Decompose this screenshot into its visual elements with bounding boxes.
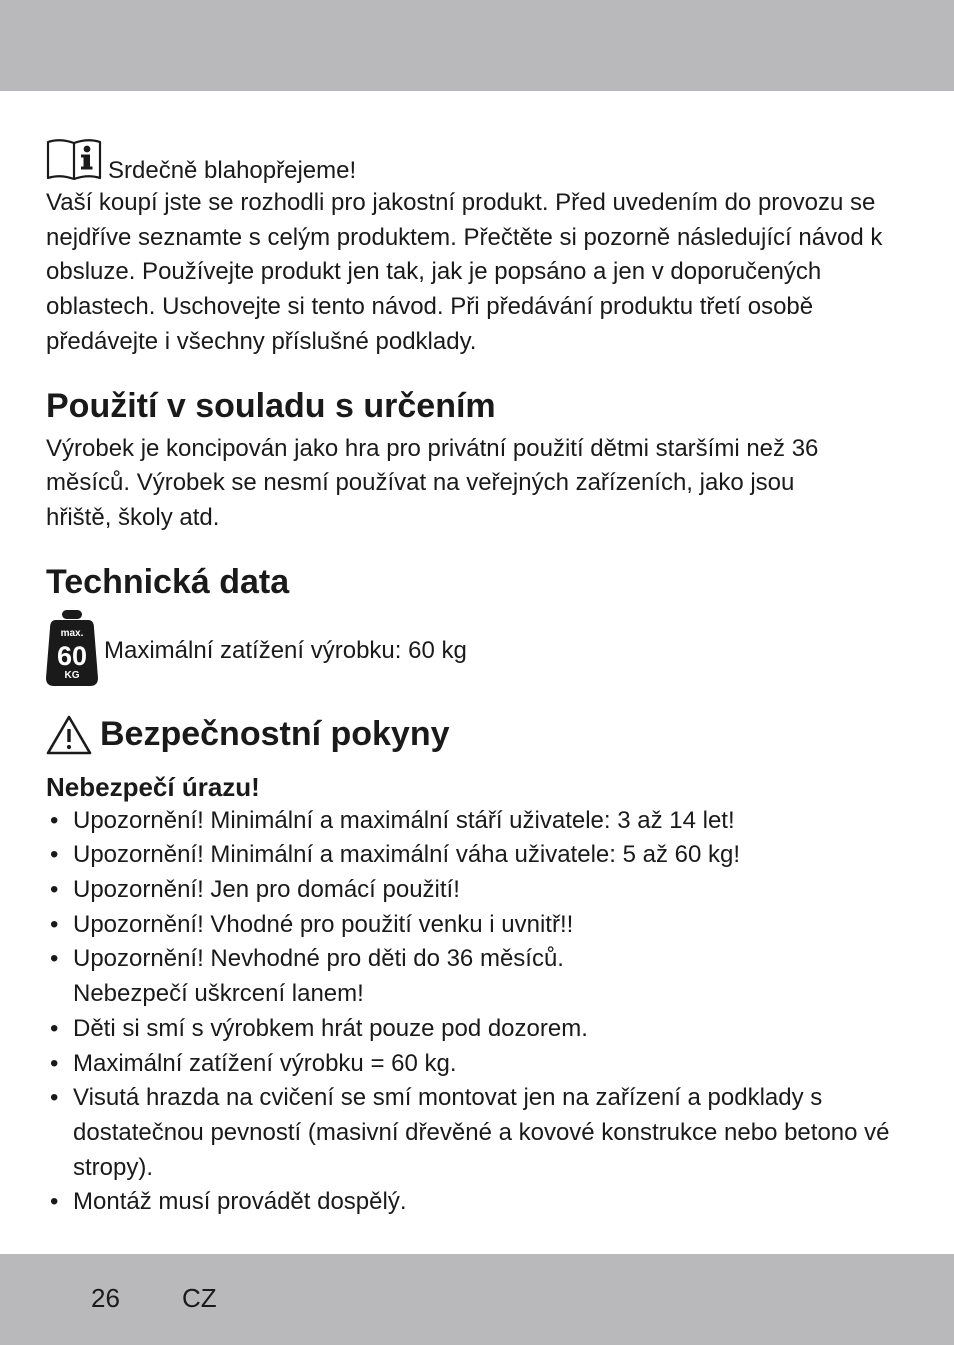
intro-header	[46, 130, 916, 186]
list-item	[46, 804, 916, 839]
list-item	[46, 1185, 916, 1220]
list-item	[46, 908, 916, 943]
list-item	[46, 942, 633, 1011]
footer-band	[0, 1254, 954, 1345]
max-load-row	[46, 608, 916, 686]
bullet: •	[50, 1014, 59, 1042]
bullet: •	[50, 945, 59, 973]
list-item-text: Visutá hrazda na cvičení se smí montovat jen na zařízení a podklady s dostatečnou pevností (masivní dřevěné a kovové konstrukce nebo betono vé stropy).	[73, 1084, 890, 1181]
warning-triangle-icon	[46, 714, 92, 756]
bullet: •	[50, 841, 59, 869]
list-item-text: Maximální zatížení výrobku = 60 kg.	[73, 1049, 457, 1077]
greeting: Srdečně blahopřejeme!	[108, 157, 357, 184]
bullet: •	[50, 1049, 59, 1077]
max-load-text: Maximální zatížení výrobku: 60 kg	[104, 636, 467, 664]
list-item	[46, 1081, 916, 1185]
safety-section	[46, 712, 916, 1220]
info-book-icon	[46, 134, 102, 182]
weight-60kg-icon	[46, 608, 98, 686]
list-item-text: Upozornění! Nevhodné pro děti do 36 měsíců. Nebezpečí uškrcení lanem!	[73, 945, 564, 1008]
weight-icon-unit-text: KG	[64, 669, 80, 681]
list-item-text: Upozornění! Vhodné pro použití venku i uvnitř!!	[73, 910, 574, 938]
list-item-text: Upozornění! Jen pro domácí použití!	[73, 876, 460, 904]
technical-data-section	[46, 560, 916, 686]
list-item-text: Děti si smí s výrobkem hrát pouze pod dozorem.	[73, 1014, 588, 1042]
page-content	[46, 130, 916, 1220]
list-item-text: Upozornění! Minimální a maximální stáří uživatele: 3 až 14 let!	[73, 806, 735, 834]
list-item	[46, 1012, 916, 1047]
language-code: CZ	[182, 1283, 217, 1313]
weight-icon-value-text: 60	[56, 640, 88, 671]
safety-title: Bezpečnostní pokyny	[100, 714, 450, 753]
list-item	[46, 1047, 916, 1082]
intro-paragraph: Vaší koupí jste se rozhodli pro jakostní produkt. Před uvedením do provozu se nejdříve seznamte s celým produktem. Přečtěte si pozorně následující návod k obsluze. Používejte produkt jen tak, jak je popsáno a jen v doporučených oblastech. Uschovejte si tento návod. Při předávání produktu třetí osobě předávejte i všechny příslušné podklady.	[46, 189, 883, 355]
header-band	[0, 0, 954, 91]
bullet: •	[50, 806, 59, 834]
list-item	[46, 873, 916, 908]
technical-data-title: Technická data	[46, 562, 290, 601]
safety-subtitle: Nebezpečí úrazu!	[46, 771, 260, 802]
bullet: •	[50, 1084, 59, 1112]
intended-use-title: Použití v souladu s určením	[46, 386, 496, 425]
intended-use-section	[46, 384, 916, 536]
list-item-text: Upozornění! Minimální a maximální váha uživatele: 5 až 60 kg!	[73, 841, 740, 869]
bullet: •	[50, 876, 59, 904]
safety-list	[46, 804, 916, 1220]
intended-use-paragraph: Výrobek je koncipován jako hra pro privátní použití dětmi staršími než 36 měsíců. Výrobek se nesmí používat na veřejných zařízeních, jako jsou hřiště, školy atd.	[46, 434, 819, 531]
weight-icon-max-text: max.	[60, 627, 84, 639]
page-number: 26	[91, 1283, 120, 1313]
safety-header	[46, 712, 916, 758]
list-item-text: Montáž musí provádět dospělý.	[73, 1188, 407, 1216]
bullet: •	[50, 1188, 59, 1216]
bullet: •	[50, 910, 59, 938]
list-item	[46, 838, 916, 873]
